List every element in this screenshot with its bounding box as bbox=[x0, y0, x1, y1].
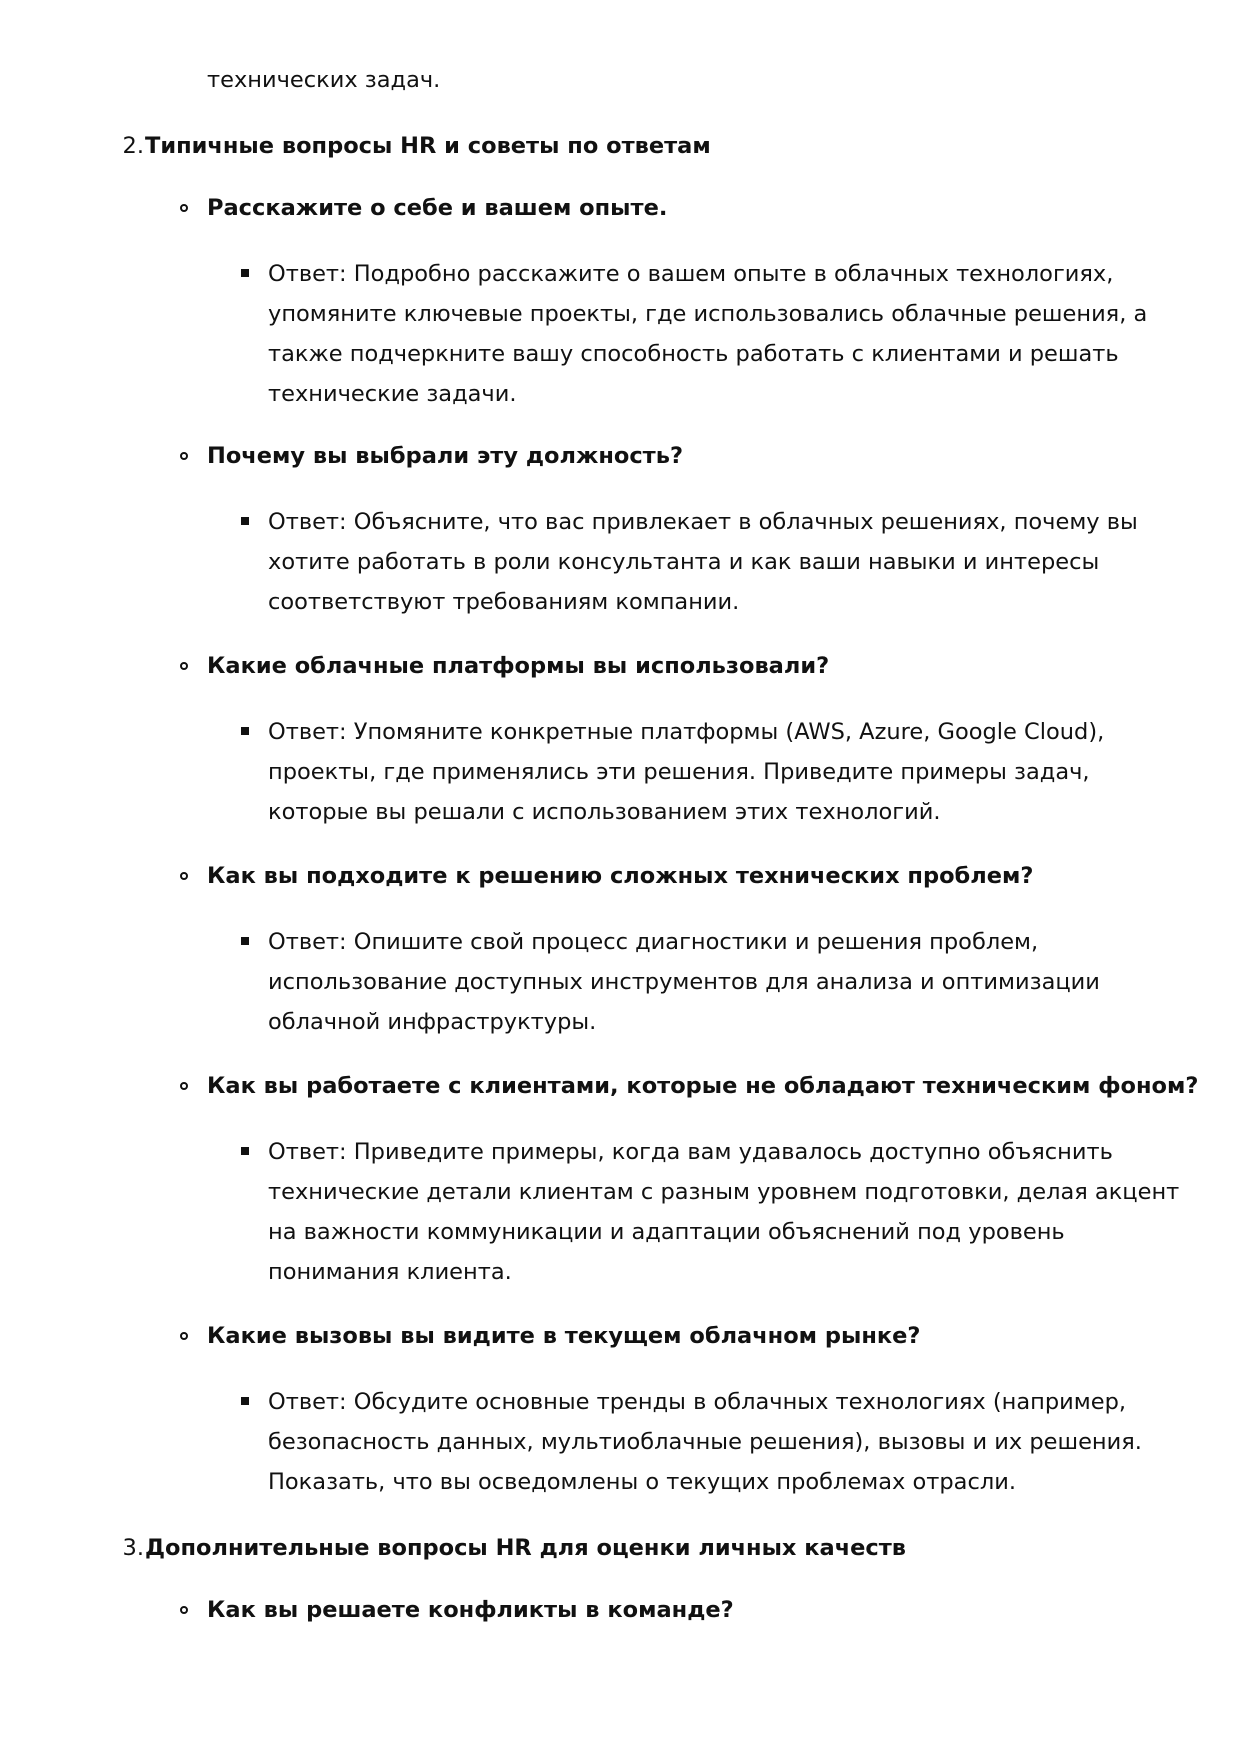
answer-line: облачной инфраструктуры. bbox=[268, 1009, 597, 1035]
answer-line: проекты, где применялись эти решения. Приведите примеры задач, bbox=[268, 759, 1090, 785]
answer-line: технические детали клиентам с разным уровнем подготовки, делая акцент bbox=[268, 1179, 1180, 1205]
section-title: Дополнительные вопросы HR для оценки личных качеств bbox=[145, 1535, 907, 1561]
answer-line: Ответ: Упомяните конкретные платформы (AWS, Azure, Google Cloud), bbox=[268, 719, 1105, 745]
circle-bullet-icon bbox=[180, 204, 188, 212]
square-bullet-icon bbox=[241, 727, 249, 735]
answer-line: Ответ: Приведите примеры, когда вам удавалось доступно объяснить bbox=[268, 1139, 1113, 1165]
answer-line: безопасность данных, мультиоблачные решения), вызовы и их решения. bbox=[268, 1429, 1142, 1455]
square-bullet-icon bbox=[241, 937, 249, 945]
square-bullet-icon bbox=[241, 1397, 249, 1405]
circle-bullet-icon bbox=[180, 872, 188, 880]
square-bullet-icon bbox=[241, 269, 249, 277]
answer-line: использование доступных инструментов для анализа и оптимизации bbox=[268, 969, 1100, 995]
question-heading: Расскажите о себе и вашем опыте. bbox=[207, 195, 668, 221]
square-bullet-icon bbox=[241, 517, 249, 525]
question-heading: Как вы работаете с клиентами, которые не обладают техническим фоном? bbox=[207, 1073, 1199, 1099]
section-number: 2. bbox=[122, 133, 144, 159]
answer-line: также подчеркните вашу способность работать с клиентами и решать bbox=[268, 341, 1119, 367]
answer-line: упомяните ключевые проекты, где использовались облачные решения, а bbox=[268, 301, 1148, 327]
answer-line: Ответ: Подробно расскажите о вашем опыте в облачных технологиях, bbox=[268, 261, 1114, 287]
answer-line: хотите работать в роли консультанта и как ваши навыки и интересы bbox=[268, 549, 1100, 575]
circle-bullet-icon bbox=[180, 1606, 188, 1614]
circle-bullet-icon bbox=[180, 452, 188, 460]
section-number: 3. bbox=[122, 1535, 144, 1561]
section-title: Типичные вопросы HR и советы по ответам bbox=[145, 133, 711, 159]
question-heading: Какие облачные платформы вы использовали? bbox=[207, 653, 830, 679]
continuation-text: технических задач. bbox=[207, 67, 441, 93]
answer-line: понимания клиента. bbox=[268, 1259, 512, 1285]
answer-line: Ответ: Обсудите основные тренды в облачных технологиях (например, bbox=[268, 1389, 1127, 1415]
answer-line: Ответ: Объясните, что вас привлекает в облачных решениях, почему вы bbox=[268, 509, 1138, 535]
question-heading: Как вы подходите к решению сложных технических проблем? bbox=[207, 863, 1034, 889]
answer-line: технические задачи. bbox=[268, 381, 517, 407]
circle-bullet-icon bbox=[180, 1082, 188, 1090]
circle-bullet-icon bbox=[180, 1332, 188, 1340]
answer-line: которые вы решали с использованием этих технологий. bbox=[268, 799, 941, 825]
question-heading: Почему вы выбрали эту должность? bbox=[207, 443, 684, 469]
square-bullet-icon bbox=[241, 1147, 249, 1155]
answer-line: Ответ: Опишите свой процесс диагностики и решения проблем, bbox=[268, 929, 1039, 955]
question-heading: Какие вызовы вы видите в текущем облачном рынке? bbox=[207, 1323, 921, 1349]
answer-line: на важности коммуникации и адаптации объяснений под уровень bbox=[268, 1219, 1065, 1245]
circle-bullet-icon bbox=[180, 662, 188, 670]
answer-line: соответствуют требованиям компании. bbox=[268, 589, 740, 615]
answer-line: Показать, что вы осведомлены о текущих проблемах отрасли. bbox=[268, 1469, 1016, 1495]
question-heading: Как вы решаете конфликты в команде? bbox=[207, 1597, 734, 1623]
